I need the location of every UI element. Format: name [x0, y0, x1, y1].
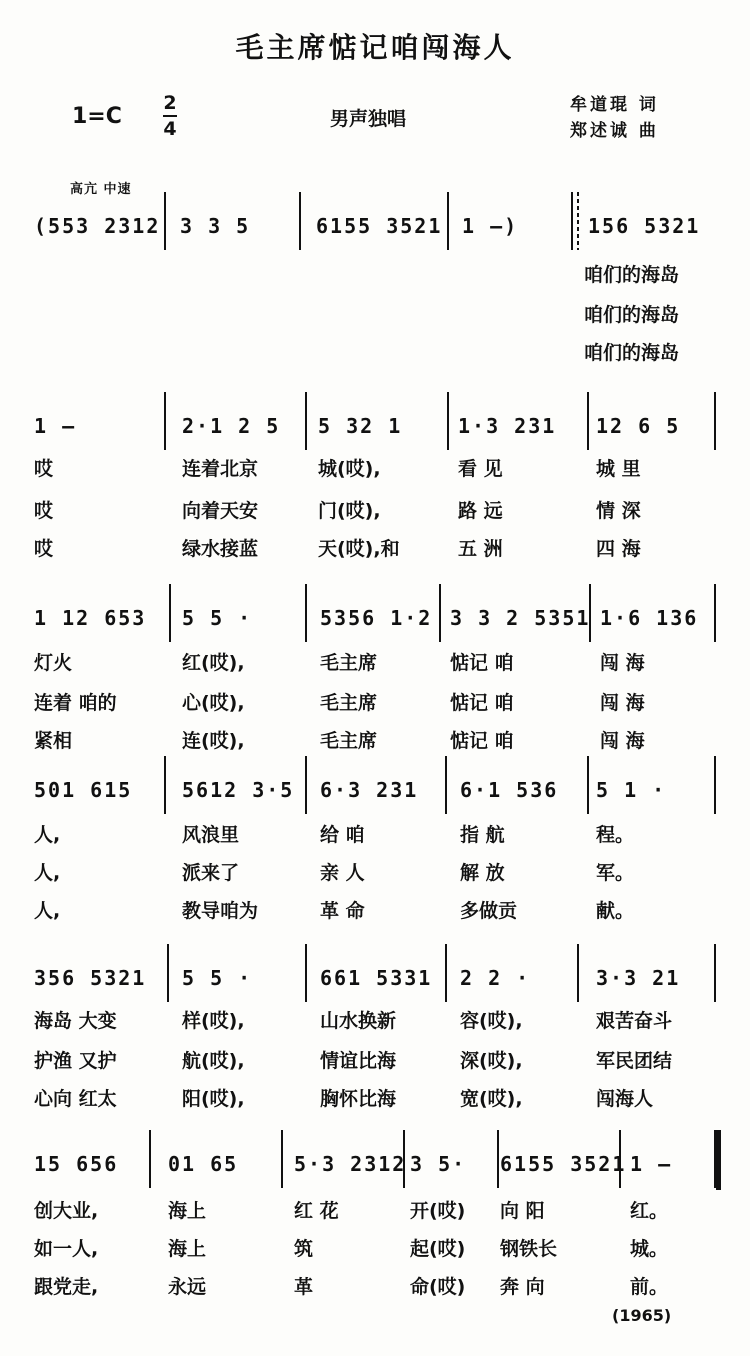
lyric-verse-1: 红。	[630, 1200, 669, 1222]
lyric-verse-1: 红 花	[294, 1200, 339, 1222]
song-title: 毛主席惦记咱闯海人	[235, 31, 515, 64]
measure-notes: 6155 3521	[500, 1152, 627, 1176]
lyric-verse-2: 筑	[294, 1238, 314, 1260]
lyric-verse-2: 海上	[168, 1238, 207, 1260]
lyric-verse-1: 创大业,	[34, 1200, 99, 1222]
composition-year: (1965)	[612, 1306, 672, 1325]
measure-notes: 5 5 ·	[182, 966, 253, 990]
lyric-verse-3: 咱们的海岛	[584, 342, 680, 364]
measure-notes: 661 5331	[320, 966, 433, 990]
lyric-verse-3: 闯海人	[596, 1088, 654, 1110]
lyric-verse-1: 红(哎),	[182, 652, 245, 674]
lyric-verse-3: 跟党走,	[34, 1276, 99, 1298]
lyric-verse-2: 钢铁长	[500, 1238, 558, 1260]
lyric-verse-1: 闯 海	[600, 652, 645, 674]
lyric-verse-3: 五 洲	[458, 538, 503, 560]
lyric-verse-1: 连着北京	[182, 458, 259, 480]
lyric-verse-2: 咱们的海岛	[584, 304, 680, 326]
time-signature-top: 2	[163, 92, 177, 114]
measure-notes: 1·3 231	[458, 414, 557, 438]
lyric-verse-2: 军。	[596, 862, 635, 884]
lyric-verse-1: 咱们的海岛	[584, 264, 680, 286]
composer-credit: 郑述诚 曲	[570, 121, 659, 141]
lyric-verse-1: 开(哎)	[410, 1200, 466, 1222]
lyric-verse-3: 绿水接蓝	[182, 538, 259, 560]
measure-notes: 01 65	[168, 1152, 239, 1176]
lyric-verse-3: 永远	[168, 1276, 207, 1298]
measure-notes: 1 12 653	[34, 606, 147, 630]
lyric-verse-3: 革	[294, 1276, 314, 1298]
measure-notes: 1 —	[630, 1152, 673, 1176]
lyric-verse-2: 情 深	[596, 500, 641, 522]
lyric-verse-1: 向 阳	[500, 1200, 545, 1222]
lyric-verse-2: 惦记 咱	[450, 692, 514, 714]
lyric-verse-1: 样(哎),	[182, 1010, 245, 1032]
lyric-verse-3: 前。	[630, 1276, 669, 1298]
lyric-verse-1: 惦记 咱	[450, 652, 514, 674]
lyric-verse-1: 城 里	[596, 458, 641, 480]
measure-notes: 5 1 ·	[596, 778, 667, 802]
lyric-verse-2: 派来了	[182, 862, 240, 884]
lyric-verse-1: 看 见	[458, 458, 503, 480]
lyric-verse-3: 人,	[34, 900, 61, 922]
measure-notes: 1·6 136	[600, 606, 699, 630]
lyric-verse-2: 护渔 又护	[34, 1050, 117, 1072]
lyric-verse-2: 连着 咱的	[34, 692, 117, 714]
lyric-verse-2: 路 远	[458, 500, 503, 522]
lyric-verse-2: 如一人,	[34, 1238, 99, 1260]
measure-notes: 15 656	[34, 1152, 119, 1176]
lyric-verse-3: 多做贡	[460, 900, 518, 922]
lyric-verse-2: 门(哎),	[318, 500, 381, 522]
measure-notes: 6·3 231	[320, 778, 419, 802]
lyric-verse-1: 程。	[596, 824, 635, 846]
lyric-verse-2: 情谊比海	[320, 1050, 397, 1072]
lyric-verse-2: 哎	[34, 500, 54, 522]
lyric-verse-2: 城。	[630, 1238, 669, 1260]
lyric-verse-2: 航(哎),	[182, 1050, 245, 1072]
tempo-marking: 高亢 中速	[70, 182, 132, 197]
lyric-verse-1: 给 咱	[320, 824, 365, 846]
measure-notes: 5 5 ·	[182, 606, 253, 630]
lyric-verse-1: 艰苦奋斗	[596, 1010, 673, 1032]
lyric-verse-3: 教导咱为	[182, 900, 259, 922]
lyric-verse-2: 心(哎),	[182, 692, 245, 714]
lyric-verse-3: 哎	[34, 538, 54, 560]
measure-notes: 2·1 2 5	[182, 414, 281, 438]
lyric-verse-1: 毛主席	[320, 652, 378, 674]
lyric-verse-3: 连(哎),	[182, 730, 245, 752]
final-barline	[716, 1130, 721, 1190]
lyric-verse-2: 闯 海	[600, 692, 645, 714]
lyric-verse-3: 命(哎)	[410, 1276, 466, 1298]
voice-type: 男声独唱	[330, 108, 407, 130]
measure-notes: 356 5321	[34, 966, 147, 990]
lyric-verse-2: 亲 人	[320, 862, 365, 884]
lyric-verse-1: 海上	[168, 1200, 207, 1222]
lyric-verse-1: 容(哎),	[460, 1010, 523, 1032]
time-signature-bottom: 4	[163, 118, 177, 140]
measure-notes: 6155 3521	[316, 214, 443, 238]
lyric-verse-2: 人,	[34, 862, 61, 884]
lyric-verse-2: 毛主席	[320, 692, 378, 714]
lyric-verse-3: 紧相	[34, 730, 73, 752]
lyric-verse-1: 山水换新	[320, 1010, 397, 1032]
measure-notes: 501 615	[34, 778, 133, 802]
lyric-verse-1: 风浪里	[182, 824, 240, 846]
lyric-verse-3: 惦记 咱	[450, 730, 514, 752]
lyric-verse-3: 闯 海	[600, 730, 645, 752]
lyric-verse-1: 城(哎),	[318, 458, 381, 480]
lyric-verse-3: 胸怀比海	[320, 1088, 397, 1110]
lyric-verse-3: 献。	[596, 900, 635, 922]
lyric-verse-3: 革 命	[320, 900, 365, 922]
measure-notes: 1 —	[34, 414, 77, 438]
lyric-verse-2: 军民团结	[596, 1050, 673, 1072]
lyric-verse-2: 向着天安	[182, 500, 259, 522]
lyric-verse-1: 人,	[34, 824, 61, 846]
measure-notes: 6·1 536	[460, 778, 559, 802]
measure-notes: 2 2 ·	[460, 966, 531, 990]
measure-notes: 3 5·	[410, 1152, 467, 1176]
measure-notes: 12 6 5	[596, 414, 681, 438]
lyricist-credit: 牟道琨 词	[570, 95, 659, 115]
lyric-verse-1: 哎	[34, 458, 54, 480]
lyric-verse-2: 起(哎)	[410, 1238, 466, 1260]
key-signature: 1=C	[72, 104, 122, 129]
measure-notes: 5612 3·5	[182, 778, 295, 802]
lyric-verse-1: 指 航	[460, 824, 505, 846]
lyric-verse-3: 四 海	[596, 538, 641, 560]
lyric-verse-3: 奔 向	[500, 1276, 545, 1298]
measure-notes: 3·3 21	[596, 966, 681, 990]
measure-notes: 5·3 2312	[294, 1152, 407, 1176]
lyric-verse-3: 宽(哎),	[460, 1088, 523, 1110]
measure-notes: 3 3 5	[180, 214, 251, 238]
lyric-verse-1: 海岛 大变	[34, 1010, 117, 1032]
lyric-verse-2: 深(哎),	[460, 1050, 523, 1072]
measure-notes: 5 32 1	[318, 414, 403, 438]
measure-notes: 5356 1·2	[320, 606, 433, 630]
measure-notes: (553 2312	[34, 214, 161, 238]
measure-notes: 156 5321	[588, 214, 701, 238]
measure-notes: 1 —)	[462, 214, 519, 238]
lyric-verse-1: 灯火	[34, 652, 73, 674]
lyric-verse-2: 解 放	[460, 862, 505, 884]
measure-notes: 3 3 2 5351	[450, 606, 591, 630]
lyric-verse-3: 心向 红太	[34, 1088, 117, 1110]
lyric-verse-3: 毛主席	[320, 730, 378, 752]
lyric-verse-3: 阳(哎),	[182, 1088, 245, 1110]
lyric-verse-3: 天(哎),和	[318, 538, 400, 560]
